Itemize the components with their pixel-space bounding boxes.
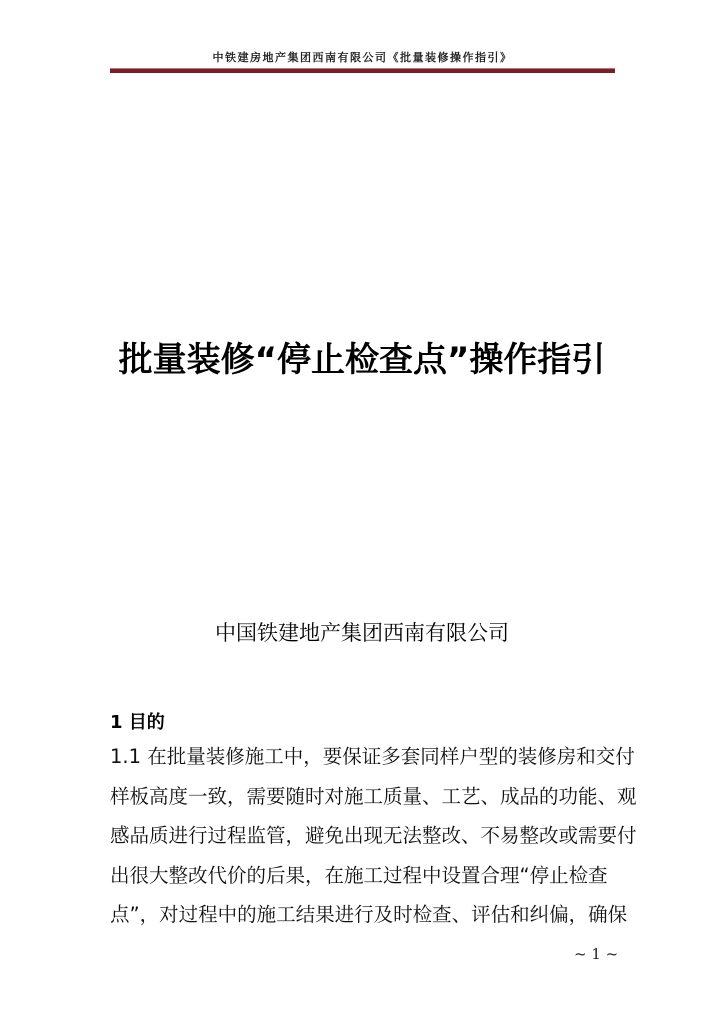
paragraph-line: 感品质进行过程监管，避免出现无法整改、不易整改或需要付 <box>110 824 637 847</box>
header-rule <box>110 68 615 73</box>
section-heading: 1 目的 <box>110 712 165 733</box>
page-number: ~ 1 ~ <box>574 945 619 963</box>
paragraph-line: 点”，对过程中的施工结果进行及时检查、评估和纠偏，确保 <box>110 903 628 926</box>
paragraph-line: 出很大整改代价的后果，在施工过程中设置合理“停止检查 <box>110 864 608 887</box>
running-header: 中铁建房地产集团西南有限公司《批量装修操作指引》 <box>212 51 513 64</box>
paragraph-line: 样板高度一致，需要随时对施工质量、工艺、成品的功能、观 <box>110 785 637 808</box>
company-name: 中国铁建地产集团西南有限公司 <box>215 621 509 645</box>
paragraph-line: 1.1 在批量装修施工中，要保证多套同样户型的装修房和交付 <box>110 745 635 768</box>
document-title: 批量装修“停止检查点”操作指引 <box>118 340 606 380</box>
